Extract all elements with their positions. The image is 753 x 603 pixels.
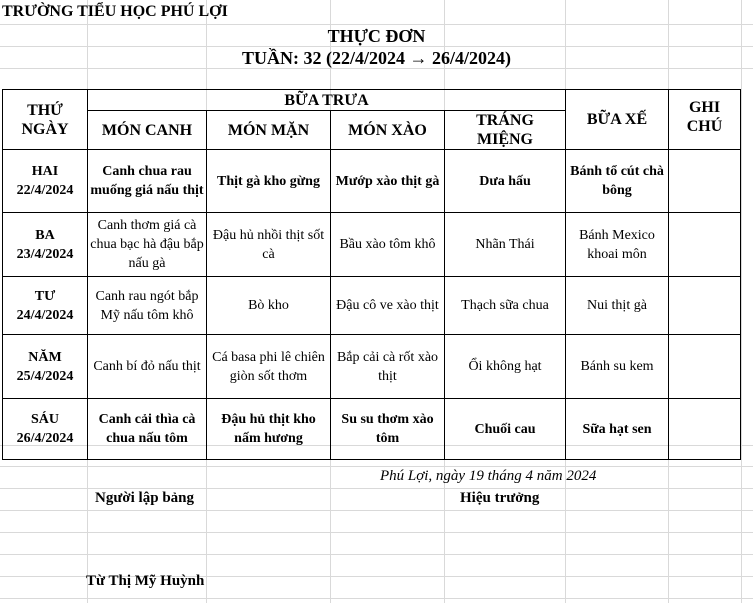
table-row	[3, 399, 741, 460]
snack-cell: Sữa hạt sen	[566, 399, 669, 460]
grid-line	[0, 510, 753, 511]
snack-cell: Bánh tổ cút chà bông	[566, 150, 669, 213]
table-row	[3, 277, 741, 335]
grid-line	[0, 488, 753, 489]
soup-header: MÓN CANH	[88, 111, 207, 150]
soup-cell: Canh chua rau muống giá nấu thịt	[88, 150, 207, 213]
day-name: NĂM	[28, 349, 62, 365]
note-cell	[669, 335, 741, 399]
stirfry-header: MÓN XÀO	[331, 111, 445, 150]
note-cell	[669, 277, 741, 335]
day-date: 25/4/2024	[16, 368, 74, 384]
salty-cell: Đậu hủ thịt kho nấm hương	[207, 399, 331, 460]
menu-table	[2, 89, 741, 460]
week-range: TUẦN: 32 (22/4/2024 → 26/4/2024)	[242, 48, 511, 68]
table-row	[3, 150, 741, 213]
dessert-cell: Nhãn Thái	[445, 213, 566, 277]
day-header-line2: NGÀY	[21, 120, 69, 138]
snack-cell: Nui thịt gà	[566, 277, 669, 335]
day-name: SÁU	[30, 412, 59, 427]
table-row	[3, 213, 741, 277]
school-name: TRƯỜNG TIỂU HỌC PHÚ LỢI	[2, 3, 228, 20]
grid-line	[0, 598, 753, 599]
dessert-cell: Chuối cau	[445, 399, 566, 460]
day-column-header	[3, 90, 88, 150]
page-title: THỰC ĐƠN	[327, 26, 426, 46]
table-row	[3, 335, 741, 399]
snack-cell: Bánh Mexico khoai môn	[566, 213, 669, 277]
stirfry-cell: Bầu xào tôm khô	[331, 213, 445, 277]
preparer-title: Người lập bảng	[95, 490, 195, 506]
signing-date: Phú Lợi, ngày 19 tháng 4 năm 2024	[380, 468, 597, 484]
stirfry-cell: Su su thơm xào tôm	[331, 399, 445, 460]
day-cell	[3, 399, 88, 460]
salty-header: MÓN MẶN	[207, 111, 331, 150]
stirfry-cell: Mướp xào thịt gà	[331, 150, 445, 213]
grid-line	[0, 24, 753, 25]
salty-cell: Thịt gà kho gừng	[207, 150, 331, 213]
grid-line	[0, 532, 753, 533]
note-header: GHI CHÚ	[669, 90, 741, 150]
soup-cell: Canh rau ngót bắp Mỹ nấu tôm khô	[88, 277, 207, 335]
day-header-line1: THỨ	[27, 101, 63, 119]
snack-header: BỮA XẾ	[566, 90, 669, 150]
note-cell	[669, 150, 741, 213]
soup-cell: Canh thơm giá cà chua bạc hà đậu bắp nấu gà	[88, 213, 207, 277]
note-cell	[669, 399, 741, 460]
day-cell	[3, 213, 88, 277]
grid-line	[741, 0, 742, 603]
stirfry-cell: Đậu cô ve xào thịt	[331, 277, 445, 335]
salty-cell: Cá basa phi lê chiên giòn sốt thơm	[207, 335, 331, 399]
day-name: BA	[35, 227, 55, 243]
day-cell	[3, 277, 88, 335]
snack-cell: Bánh su kem	[566, 335, 669, 399]
day-date: 23/4/2024	[16, 246, 74, 262]
day-name: HAI	[31, 164, 59, 179]
soup-cell: Canh cải thìa cà chua nấu tôm	[88, 399, 207, 460]
dessert-cell: Ổi không hạt	[445, 335, 566, 399]
grid-line	[0, 554, 753, 555]
day-cell	[3, 335, 88, 399]
dessert-header: TRÁNG MIỆNG	[445, 111, 566, 150]
dessert-cell: Dưa hấu	[445, 150, 566, 213]
stirfry-cell: Bắp cải cà rốt xào thịt	[331, 335, 445, 399]
day-name: TƯ	[34, 288, 56, 304]
note-cell	[669, 213, 741, 277]
dessert-cell: Thạch sữa chua	[445, 277, 566, 335]
salty-cell: Đậu hủ nhồi thịt sốt cà	[207, 213, 331, 277]
soup-cell: Canh bí đỏ nấu thịt	[88, 335, 207, 399]
principal-title: Hiệu trưởng	[460, 490, 540, 506]
grid-line	[0, 466, 753, 467]
lunch-header: BỮA TRƯA	[88, 90, 566, 111]
preparer-name: Từ Thị Mỹ Huỳnh	[86, 573, 205, 589]
salty-cell: Bò kho	[207, 277, 331, 335]
day-date: 22/4/2024	[16, 183, 74, 198]
day-date: 26/4/2024	[16, 431, 74, 446]
day-date: 24/4/2024	[16, 307, 74, 323]
day-cell	[3, 150, 88, 213]
